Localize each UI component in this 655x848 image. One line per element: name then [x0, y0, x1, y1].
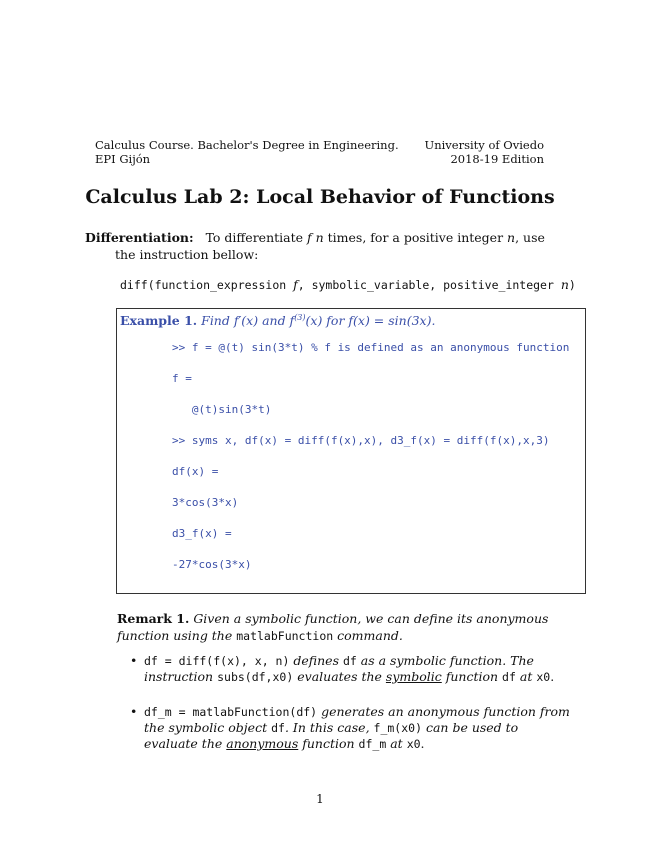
university-name: University of Oviedo: [424, 138, 544, 152]
bullet-item: • df = diff(f(x), x, n) defines df as a symbolic function. The instruction subs(df,x0) evaluates the symbolic function df at x0.: [130, 653, 555, 684]
header-right: [425, 138, 544, 166]
page-number: 1: [316, 792, 324, 806]
remark: Remark 1. Given a symbolic function, we can define its anonymous function using the matlabFunction command.: [117, 611, 549, 643]
example-title: Example 1. Find f′(x) and $f^{(3)}(x)$ for f(x) = sin(3x).: [120, 313, 436, 329]
bullet-dot: •: [130, 653, 138, 668]
page-title: Calculus Lab 2: Local Behavior of Functions: [85, 186, 555, 208]
code-line: >> f = @(t) sin(3*t) % f is defined as an anonymous function: [172, 341, 570, 354]
bullet-item: • df_m = matlabFunction(df) generates an anonymous function from the symbolic object df. In this case, f_m(x0) can be used to evaluate the anonymous function df_m at x0.: [130, 704, 570, 751]
bullet-dot: •: [130, 704, 138, 719]
code-line: df(x) =: [172, 465, 219, 478]
code-line: @(t)sin(3*t): [172, 403, 272, 416]
code-line: -27*cos(3*x): [172, 558, 252, 571]
differentiation-term: Differentiation:: [85, 230, 194, 245]
header-left: [95, 138, 399, 166]
school-name: EPI Gijón: [95, 152, 151, 166]
code-line: 3*cos(3*x): [172, 496, 239, 509]
course-name: Calculus Course. Bachelor's Degree in Engineering.: [95, 138, 399, 152]
diff-syntax: diff(function_expression f, symbolic_variable, positive_integer n): [120, 277, 576, 292]
edition: 2018-19 Edition: [450, 152, 544, 166]
code-line: d3_f(x) =: [172, 527, 232, 540]
differentiation-paragraph: Differentiation: To differentiate f n times, for a positive integer n, use the instruction bellow:: [85, 230, 545, 262]
code-line: >> syms x, df(x) = diff(f(x),x), d3_f(x) = diff(f(x),x,3): [172, 434, 550, 447]
code-line: f =: [172, 372, 192, 385]
